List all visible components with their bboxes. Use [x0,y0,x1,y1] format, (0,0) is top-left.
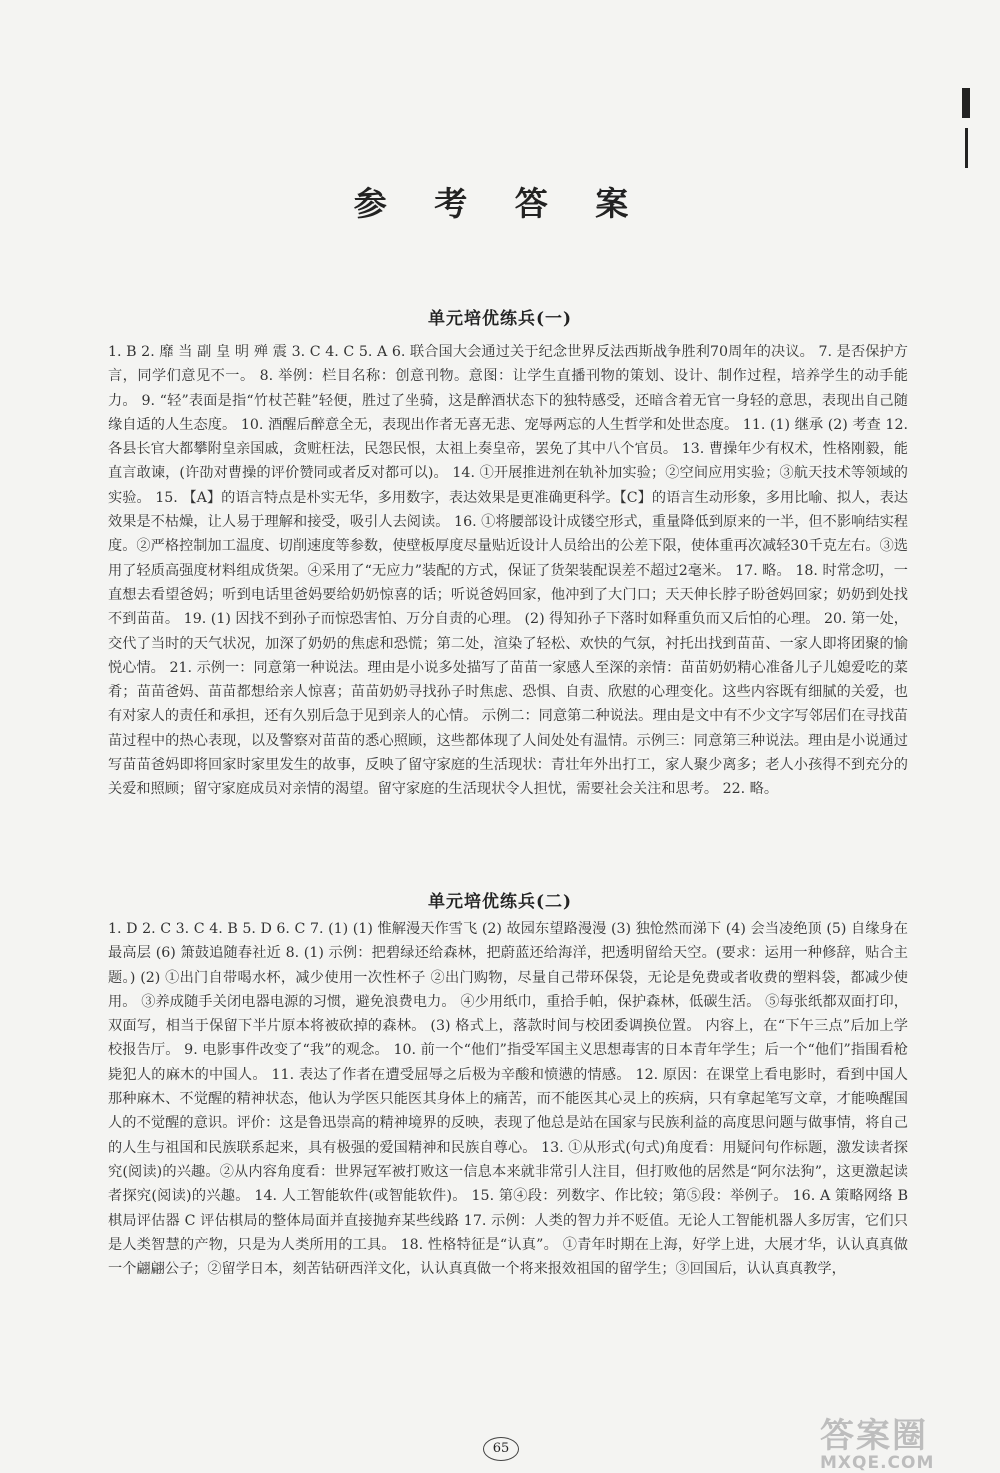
watermark-url: MXQE.COM [820,1453,935,1473]
page-number: 65 [483,1437,519,1461]
section-body-2: 1. D 2. C 3. C 4. B 5. D 6. C 7. (1) (1) 惟解漫天作雪飞 (2) 故园东望路漫漫 (3) 独怆然而涕下 (4) 会当凌绝顶 (5) 自缘身在最高层 (6) 箫鼓追随春社近 8. (1) 示例：把碧绿还给森林，把蔚蓝还给海洋，把透明留给天空。(要求：运用一种修辞，贴合主题。) (2) ①出门自带喝水杯，减少使用一次性杯子 ②出门购物，尽量自己带环保袋，无论是免费或者收费的塑料袋，都减少使用。 ③养成随手关闭电器电源的习惯，避免浪费电力。 ④少用纸巾，重拾手帕，保护森林，低碳生活。 ⑤每张纸都双面打印，双面写，相当于保留下半片原本将被砍掉的森林。 (3) 格式上，落款时间与校团委调换位置。 内容上，在“下午三点”后加上学校报告厅。 9. 电影事件改变了“我”的观念。 10. 前一个“他们”指受军国主义思想毒害的日本青年学生；后一个“他们”指围看枪毙犯人的麻木的中国人。 11. 表达了作者在遭受屈辱之后极为辛酸和愤懑的情感。 12. 原因：在课堂上看电影时，看到中国人那种麻木、不觉醒的精神状态，他认为学医只能医其身体上的痛苦，而不能医其心灵上的疾病，只有拿起笔写文章，才能唤醒国人的不觉醒的意识。评价：这是鲁迅崇高的精神境界的反映，表现了他总是站在国家与民族利益的高度思问题与做事情，将自己的人生与祖国和民族联系起来，具有极强的爱国精神和民族自尊心。 13. ①从形式(句式)角度看：用疑问句作标题，激发读者探究(阅读)的兴趣。②从内容角度看：世界冠军被打败这一信息本来就非常引人注目，但打败他的居然是“阿尔法狗”，这更激起读者探究(阅读)的兴趣。 14. 人工智能软件(或智能软件)。 15. 第④段：列数字、作比较；第⑤段：举例子。 16. A 策略网络 B 棋局评估器 C 评估棋局的整体局面并直接抛弃某些线路 17. 示例：人类的智力并不贬值。无论人工智能机器人多厉害，它们只是人类智慧的产物，只是为人类所用的工具。 18. 性格特征是“认真”。 ①青年时期在上海，好学上进，大展才华，认认真真做一个翩翩公子；②留学日本，刻苦钻研西洋文化，认认真真做一个将来报效祖国的留学生；③回国后，认认真真教学， [108,921,908,1278]
watermark-logo [820,1408,990,1473]
section-title-1: 单元培优练兵(一) [427,309,573,329]
watermark-text: 答案圈 [820,1416,928,1456]
scan-edge-mark [965,128,968,168]
section-title-2: 单元培优练兵(二) [427,892,573,912]
page-title: 参 考 答 案 [353,184,647,223]
scan-edge-mark [962,88,970,118]
section-body-1: 1. B 2. 靡 当 副 皇 明 殚 震 3. C 4. C 5. A 6. 联合国大会通过关于纪念世界反法西斯战争胜利70周年的决议。 7. 是否保护方言，同学们意见不一。 8. 举例：栏目名称：创意刊物。意图：让学生直播刊物的策划、设计、制作过程，培养学生的动手能力。 9. “轻”表面是指“竹杖芒鞋”轻便，胜过了坐骑，这是醉酒状态下的独特感受，还暗含着无官一身轻的意思，表现出自己随缘自适的人生态度。 10. 酒醒后醉意全无，表现出作者无喜无悲、宠辱两忘的人生哲学和处世态度。 11. (1) 继承 (2) 考查 12. 各县长官大都攀附皇亲国戚，贪赃枉法，民怨民恨，太祖上奏皇帝，罢免了其中八个官员。 13. 曹操年少有权术，性格刚毅，能直言敢谏，(许劭对曹操的评价赞同或者反对都可以)。 14. ①开展推进剂在轨补加实验；②空间应用实验；③航天技术等领域的实验。 15. 【A】的语言特点是朴实无华，多用数字，表达效果是更准确更科学。【C】的语言生动形象，多用比喻、拟人，表达效果是不枯燥，让人易于理解和接受，吸引人去阅读。 16. ①将腰部设计成镂空形式，重量降低到原来的一半，但不影响结实程度。②严格控制加工温度、切削速度等参数，使壁板厚度尽量贴近设计人员给出的公差下限，使体重再次减轻30千克左右。③选用了轻质高强度材料组成货架。④采用了“无应力”装配的方式，保证了货架装配误差不超过2毫米。 17. 略。 18. 时常念叨，一直想去看望爸妈；听到电话里爸妈要给奶奶惊喜的话；听说爸妈回家，他冲到了大门口；天天伸长脖子盼爸妈回家；奶奶到处找不到苗苗。 19. (1) 因找不到孙子而惊恐害怕、万分自责的心理。 (2) 得知孙子下落时如释重负而又后怕的心理。 20. 第一处，交代了当时的天气状况，加深了奶奶的焦虑和恐慌；第二处，渲染了轻松、欢快的气氛，衬托出找到苗苗、一家人即将团聚的愉悦心情。 21. 示例一：同意第一种说法。理由是小说多处描写了苗苗一家感人至深的亲情：苗苗奶奶精心准备儿子儿媳爱吃的菜肴；苗苗爸妈、苗苗都想给亲人惊喜；苗苗奶奶寻找孙子时焦虑、恐惧、自责、欣慰的心理变化。这些内容既有细腻的关爱，也有对家人的责任和承担，还有久别后急于见到亲人的心情。 示例二：同意第二种说法。理由是文中有不少文字写邻居们在寻找苗苗过程中的热心表现，以及警察对苗苗的悉心照顾，这些都体现了人间处处有温情。示例三：同意第三种说法。理由是小说通过写苗苗爸妈即将回家时家里发生的故事，反映了留守家庭的生活现状：青壮年外出打工，家人聚少离多；老人小孩得不到充分的关爱和照顾；留守家庭成员对亲情的渴望。留守家庭的生活现状令人担忧，需要社会关注和思考。 22. 略。 [108,344,908,798]
